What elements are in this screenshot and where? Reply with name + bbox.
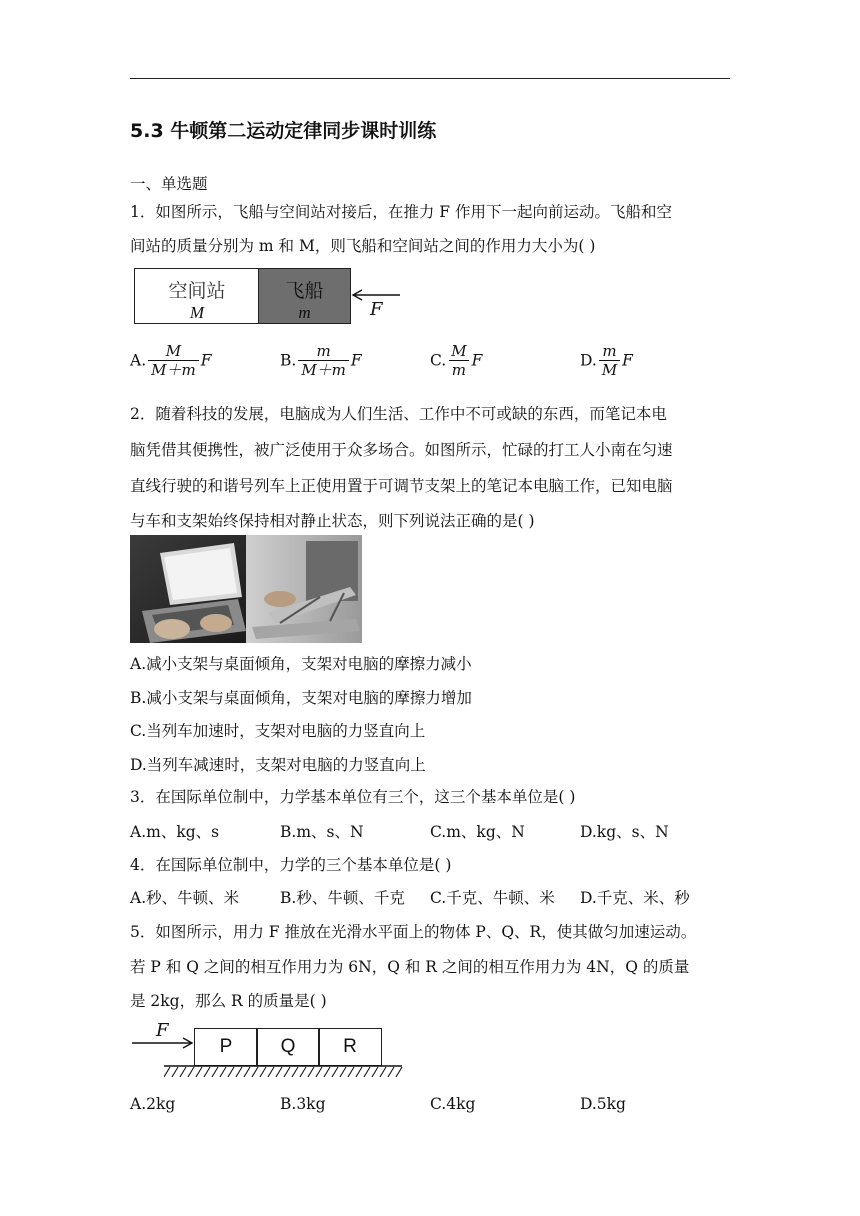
push-arrow-icon bbox=[130, 1036, 196, 1050]
option-letter: B. bbox=[280, 351, 297, 370]
section-heading: 一、单选题 bbox=[130, 175, 208, 193]
q4-option-d[interactable]: D.千克、米、秒 bbox=[580, 889, 690, 907]
q1-figure bbox=[134, 268, 404, 326]
block-p: P bbox=[194, 1028, 258, 1066]
q2-option-a[interactable]: A.减小支架与桌面倾角，支架对电脑的摩擦力减小 bbox=[130, 655, 472, 673]
spaceship-mass: m bbox=[298, 303, 311, 322]
numerator: M bbox=[165, 342, 182, 360]
q5-figure bbox=[130, 1020, 410, 1082]
q5-option-a[interactable]: A.2kg bbox=[130, 1095, 176, 1113]
q1-line-1: 1．如图所示，飞船与空间站对接后，在推力 F 作用下一起向前运动。飞船和空 bbox=[130, 203, 672, 221]
spaceship-label: 飞船 bbox=[285, 281, 324, 302]
page-title: 5.3 牛顿第二运动定律同步课时训练 bbox=[130, 120, 437, 142]
fraction bbox=[599, 342, 620, 379]
option-letter: C. bbox=[430, 351, 447, 370]
header-rule bbox=[130, 78, 730, 79]
q5-option-c[interactable]: C.4kg bbox=[430, 1095, 476, 1113]
space-station-label: 空间站 bbox=[168, 281, 226, 302]
q5-line-3: 是 2kg，那么 R 的质量是( ) bbox=[130, 992, 327, 1010]
q2-line-2: 脑凭借其便携性，被广泛使用于众多场合。如图所示，忙碌的打工人小南在匀速 bbox=[130, 441, 673, 459]
denominator: m bbox=[449, 360, 469, 379]
option-letter: A. bbox=[130, 351, 147, 370]
q5-option-d[interactable]: D.5kg bbox=[580, 1095, 626, 1113]
force-symbol: F bbox=[471, 351, 483, 370]
q5-line-1: 5．如图所示，用力 F 推放在光滑水平面上的物体 P、Q、R，使其做匀加速运动。 bbox=[130, 923, 697, 941]
q2-line-4: 与车和支架始终保持相对静止状态，则下列说法正确的是( ) bbox=[130, 512, 535, 530]
q2-line-1: 2．随着科技的发展，电脑成为人们生活、工作中不可或缺的东西，而笔记本电 bbox=[130, 405, 667, 423]
q1-option-c[interactable] bbox=[430, 342, 482, 379]
q4-option-c[interactable]: C.千克、牛顿、米 bbox=[430, 889, 555, 907]
numerator: m bbox=[602, 342, 617, 360]
force-label: F bbox=[370, 299, 383, 320]
force-symbol: F bbox=[622, 351, 633, 370]
block-q: Q bbox=[256, 1028, 320, 1066]
push-force-label: F bbox=[156, 1020, 169, 1041]
option-letter: D. bbox=[580, 351, 597, 370]
numerator: M bbox=[451, 342, 467, 360]
q3-line: 3．在国际单位制中，力学基本单位有三个，这三个基本单位是( ) bbox=[130, 788, 576, 806]
q5-option-b[interactable]: B.3kg bbox=[280, 1095, 326, 1113]
block-r: R bbox=[318, 1028, 382, 1066]
fraction bbox=[148, 342, 199, 379]
laptop-photo bbox=[130, 535, 362, 643]
q4-option-b[interactable]: B.秒、牛顿、千克 bbox=[280, 889, 405, 907]
q1-option-a[interactable] bbox=[130, 342, 211, 379]
space-station-mass: M bbox=[189, 303, 205, 322]
q1-option-d[interactable] bbox=[580, 342, 633, 379]
fraction bbox=[448, 342, 469, 379]
q2-option-c[interactable]: C.当列车加速时，支架对电脑的力竖直向上 bbox=[130, 722, 426, 740]
space-station-block bbox=[134, 268, 260, 324]
q4-line: 4．在国际单位制中，力学的三个基本单位是( ) bbox=[130, 856, 452, 874]
spaceship-block bbox=[258, 268, 351, 324]
q3-option-c[interactable]: C.m、kg、N bbox=[430, 823, 525, 841]
q1-line-2: 间站的质量分别为 m 和 M，则飞船和空间站之间的作用力大小为( ) bbox=[130, 237, 596, 255]
q2-option-b[interactable]: B.减小支架与桌面倾角，支架对电脑的摩擦力增加 bbox=[130, 689, 472, 707]
q3-option-a[interactable]: A.m、kg、s bbox=[130, 823, 220, 841]
q3-option-d[interactable]: D.kg、s、N bbox=[580, 823, 669, 841]
q1-option-b[interactable] bbox=[280, 342, 362, 379]
force-symbol: F bbox=[350, 351, 362, 370]
q2-option-d[interactable]: D.当列车减速时，支架对电脑的力竖直向上 bbox=[130, 756, 426, 774]
q3-option-b[interactable]: B.m、s、N bbox=[280, 823, 364, 841]
q4-option-a[interactable]: A.秒、牛顿、米 bbox=[130, 889, 240, 907]
denominator: M＋m bbox=[298, 360, 349, 379]
denominator: M bbox=[599, 360, 620, 379]
q2-line-3: 直线行驶的和谐号列车上正使用置于可调节支架上的笔记本电脑工作，已知电脑 bbox=[130, 477, 673, 495]
force-symbol: F bbox=[200, 351, 212, 370]
q5-line-2: 若 P 和 Q 之间的相互作用力为 6N，Q 和 R 之间的相互作用力为 4N，Q 的质量 bbox=[130, 958, 690, 976]
denominator: M＋m bbox=[148, 360, 199, 379]
ground-hatching-icon bbox=[164, 1065, 404, 1079]
fraction bbox=[298, 342, 349, 379]
numerator: m bbox=[316, 342, 331, 360]
